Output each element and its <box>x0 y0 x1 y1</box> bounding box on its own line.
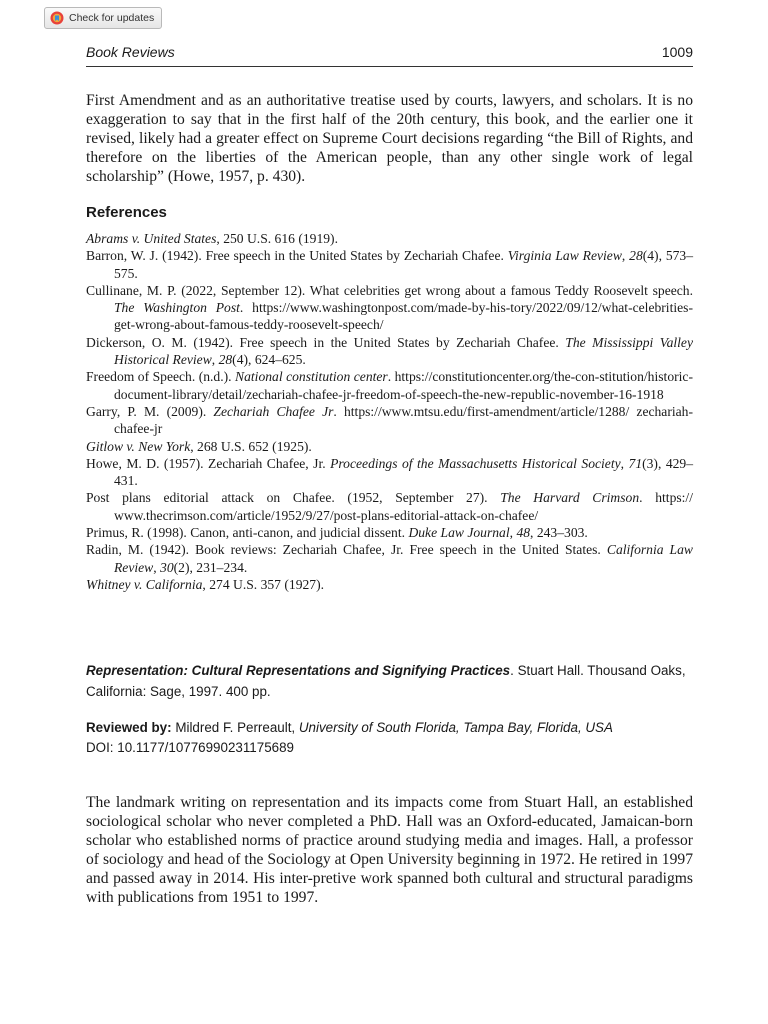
reference-text: (3), 429–431. <box>114 455 694 489</box>
check-for-updates-button[interactable] <box>44 7 162 29</box>
body-paragraph: The landmark writing on representation and its impacts come from Stuart Hall, an established sociological scholar who never completed a PhD. Hall was an Oxford-educated, Jamaican-born scholar who established norms of practice around studying media and images. Hall, a professor of sociology and head of the Sociology at Open University beginning in 1972. He retired in 1997 and passed away in 2014. His inter-pretive work spanned both cultural and structural paradigms with publications from 1951 to 1997. <box>86 794 693 906</box>
references-list <box>86 230 693 593</box>
reference-item <box>86 403 693 438</box>
reference-italic-text: Proceedings of the Massachusetts Historical Society <box>330 455 621 471</box>
reference-text: , <box>621 248 630 264</box>
intro-paragraph: First Amendment and as an authoritative treatise used by courts, lawyers, and scholars. It is no exaggeration to say that in the first half of the 20th century, this book, and the earlier one it revised, likely had a greater effect on Supreme Court decisions regarding “the Bill of Rights, and therefore on the liberties of the American people, than any other single work of legal scholarship” (Howe, 1957, p. 430). <box>86 92 693 185</box>
reference-italic-text: 30 <box>160 559 174 575</box>
reference-italic-text: Zechariah Chafee Jr <box>213 403 334 419</box>
reference-text: Radin, M. (1942). Book reviews: Zechariah Chafee, Jr. Free speech in the United States. <box>86 542 607 558</box>
check-for-updates-label: Check for updates <box>69 12 155 24</box>
reviewer-affiliation: University of South Florida, Tampa Bay, Florida, USA <box>298 720 613 735</box>
reference-text: Cullinane, M. P. (2022, September 12). What celebrities get wrong about a famous Teddy Roosevelt speech. <box>86 282 693 298</box>
running-title: Book Reviews <box>86 44 175 60</box>
running-header <box>86 42 693 67</box>
reference-item <box>86 576 693 593</box>
reference-text: . https:// www.thecrimson.com/article/1952/9/27/post-plans-editorial-attack-on-chafee/ <box>114 490 693 523</box>
reference-text: , <box>211 352 219 368</box>
reference-text: . https://www.washingtonpost.com/made-by-his-tory/2022/09/12/what-celebrities-get-wrong-about-famous-teddy-roosevelt-speech/ <box>114 300 693 333</box>
reference-italic-text: 48 <box>516 525 531 541</box>
reference-text: (2), 231–234. <box>173 559 248 575</box>
reference-italic-text: 28 <box>629 248 643 264</box>
reference-item <box>86 438 693 455</box>
reference-text: , 274 U.S. 357 (1927). <box>202 576 325 592</box>
reference-text: Freedom of Speech. (n.d.). <box>86 369 236 385</box>
doi: DOI: 10.1177/10776990231175689 <box>86 740 294 755</box>
reference-italic-text: Abrams v. United States <box>86 231 217 246</box>
reviewer-name: Mildred F. Perreault, <box>171 720 299 735</box>
reference-italic-text: 28 <box>218 352 233 368</box>
reference-italic-text: The Washington Post <box>114 300 240 316</box>
review-citation <box>86 660 693 702</box>
reference-item <box>86 247 693 282</box>
reference-text: (4), 624–625. <box>232 352 306 368</box>
reference-italic-text: 71 <box>628 455 643 471</box>
reference-italic-text: Virginia Law Review <box>507 248 622 264</box>
reference-item <box>86 230 693 247</box>
reference-item <box>86 489 693 524</box>
reference-text: Dickerson, O. M. (1942). Free speech in the United States by Zechariah Chafee. <box>86 334 566 350</box>
page-number: 1009 <box>661 44 693 60</box>
reference-item <box>86 541 693 576</box>
reference-text: , 243–303. <box>530 525 588 541</box>
references-heading: References <box>86 204 167 221</box>
reference-item <box>86 368 693 403</box>
reference-italic-text: Duke Law Journal <box>408 525 510 541</box>
check-for-updates-icon <box>50 11 64 25</box>
reference-text: , <box>620 455 629 471</box>
reviewer-info <box>86 718 693 758</box>
reference-text: , <box>153 559 161 575</box>
reference-text: Howe, M. D. (1957). Zechariah Chafee, Jr. <box>86 455 331 471</box>
reference-text: . https://constitutioncenter.org/the-con-stitution/historic-document-library/detail/zechariah-chafee-jr-freedom-of-speech-the-new-republic-november-16-1918 <box>114 369 693 402</box>
reviewed-by-label: Reviewed by: <box>86 720 172 735</box>
reference-text: Barron, W. J. (1942). Free speech in the United States by Zechariah Chafee. <box>86 248 508 264</box>
reference-italic-text: Whitney v. California <box>86 576 203 592</box>
reference-italic-text: The Mississippi Valley Historical Review <box>114 334 693 368</box>
reference-item <box>86 455 693 490</box>
reference-text: , 268 U.S. 652 (1925). <box>190 438 312 454</box>
reference-text: Garry, P. M. (2009). <box>86 403 214 419</box>
book-details: . Stuart Hall. Thousand Oaks, California: Sage, 1997. 400 pp. <box>86 663 686 699</box>
reference-item <box>86 282 693 334</box>
book-title: Representation: Cultural Representations and Signifying Practices <box>86 663 511 678</box>
reference-text: Primus, R. (1998). Canon, anti-canon, and judicial dissent. <box>86 525 409 541</box>
reference-item <box>86 334 693 369</box>
reference-text: (4), 573–575. <box>114 248 694 281</box>
reference-text: . https://www.mtsu.edu/first-amendment/article/1288/ zechariah-chafee-jr <box>114 403 694 437</box>
reference-item <box>86 524 693 541</box>
reference-text: Post plans editorial attack on Chafee. (1952, September 27). <box>86 490 501 506</box>
reference-italic-text: National constitution center <box>235 369 388 385</box>
reference-italic-text: California Law Review <box>114 542 693 575</box>
reference-text: , <box>509 525 517 541</box>
reference-text: , 250 U.S. 616 (1919). <box>216 231 338 246</box>
reference-italic-text: The Harvard Crimson <box>500 490 640 506</box>
reference-italic-text: Gitlow v. New York <box>86 438 191 454</box>
